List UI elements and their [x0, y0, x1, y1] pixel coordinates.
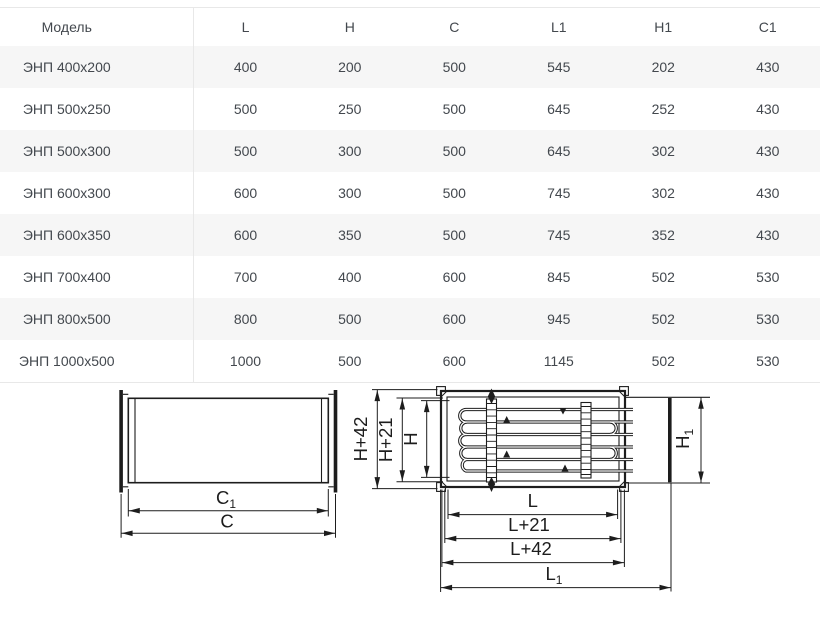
value-cell: 945	[547, 311, 571, 327]
dimension-l1	[441, 490, 671, 593]
value-cell: 600	[442, 311, 466, 327]
value-cell: 400	[233, 59, 258, 75]
arrowhead-left-icon	[442, 560, 453, 566]
arrowhead-up-icon	[698, 398, 704, 409]
left-flange	[119, 390, 123, 493]
right-flange	[334, 390, 338, 493]
value-cell: 500	[442, 101, 466, 117]
value-cell: 500	[338, 311, 362, 327]
arrowhead-right-icon	[660, 585, 671, 591]
value-cell: 400	[338, 269, 362, 285]
model-cell: ЭНП 800x500	[0, 298, 193, 340]
arrowhead-down-icon	[698, 472, 704, 483]
value-cell: 250	[338, 101, 362, 117]
model-cell: ЭНП 1000x500	[0, 340, 193, 383]
model-cell: ЭНП 500x250	[0, 88, 193, 130]
arrowhead-right-icon	[606, 512, 617, 518]
dim-label-h: H	[400, 432, 421, 446]
model-cell: ЭНП 400x200	[0, 46, 193, 88]
dim-label-h42: H+42	[350, 416, 371, 462]
value-cell: 300	[338, 185, 362, 201]
dimension-c	[121, 511, 335, 537]
value-cell: 500	[233, 101, 258, 117]
dim-label-c1: $C_1$	[215, 487, 237, 511]
heater-top-view-diagram	[350, 387, 710, 592]
value-cell: 700	[233, 269, 258, 285]
value-cell: 202	[651, 59, 675, 75]
value-cell: 350	[338, 227, 362, 243]
column-header-l1: L1	[550, 19, 567, 35]
value-cell: 500	[442, 227, 466, 243]
value-cell: 430	[756, 101, 780, 117]
value-cell: 502	[651, 269, 675, 285]
arrowhead-left-icon	[441, 585, 452, 591]
dim-label-l21: L+21	[508, 514, 550, 535]
column-header-c: C	[449, 19, 460, 35]
value-cell: 430	[756, 185, 780, 201]
model-cell: ЭНП 600x350	[0, 214, 193, 256]
value-cell: 500	[338, 353, 362, 369]
arrowhead-right-icon	[317, 508, 328, 514]
arrowhead-right-icon	[324, 531, 335, 537]
duct-body	[128, 398, 328, 482]
column-header-h: H	[344, 19, 355, 35]
value-cell: 800	[233, 311, 258, 327]
dim-label-l1: $L_1$	[545, 563, 563, 587]
value-cell: 545	[547, 59, 571, 75]
value-cell: 502	[651, 353, 675, 369]
value-cell: 745	[547, 185, 571, 201]
arrowhead-left-icon	[445, 536, 456, 542]
value-cell: 645	[547, 143, 571, 159]
arrowhead-up-icon	[375, 390, 381, 401]
arrowhead-left-icon	[129, 508, 140, 514]
arrowhead-right-icon	[613, 560, 624, 566]
value-cell: 200	[338, 59, 362, 75]
value-cell: 600	[233, 227, 258, 243]
value-cell: 500	[233, 143, 258, 159]
value-cell: 500	[442, 59, 466, 75]
value-cell: 300	[338, 143, 362, 159]
column-header-c1: C1	[758, 19, 777, 35]
value-cell: 500	[442, 185, 466, 201]
arrowhead-down-icon	[375, 477, 381, 488]
value-cell: 645	[547, 101, 571, 117]
value-cell: 352	[651, 227, 675, 243]
value-cell: 430	[756, 143, 780, 159]
model-cell: ЭНП 600x300	[0, 172, 193, 214]
dimension-h1	[672, 397, 704, 483]
arrowhead-down-icon	[424, 466, 430, 477]
value-cell: 745	[547, 227, 571, 243]
arrowhead-up-icon	[400, 399, 406, 410]
dim-label-h1: $H_1$	[672, 428, 696, 449]
column-header-model: Модель	[0, 8, 193, 47]
model-cell: ЭНП 500x300	[0, 130, 193, 172]
column-header-l: L	[241, 19, 250, 35]
dim-label-l42: L+42	[510, 538, 552, 559]
value-cell: 1000	[229, 353, 262, 369]
arrowhead-down-icon	[400, 470, 406, 481]
dim-label-h21: H+21	[375, 417, 396, 463]
value-cell: 530	[756, 353, 780, 369]
value-cell: 600	[233, 185, 258, 201]
value-cell: 430	[756, 227, 780, 243]
value-cell: 502	[651, 311, 675, 327]
value-cell: 500	[442, 143, 466, 159]
value-cell: 845	[547, 269, 571, 285]
value-cell: 530	[756, 269, 780, 285]
support-bracket-right	[581, 403, 591, 479]
value-cell: 530	[756, 311, 780, 327]
arrowhead-left-icon	[122, 531, 133, 537]
value-cell: 302	[651, 185, 675, 201]
arrowhead-left-icon	[449, 512, 460, 518]
arrowhead-right-icon	[609, 536, 620, 542]
value-cell: 600	[442, 269, 466, 285]
value-cell: 302	[651, 143, 675, 159]
dim-label-l: L	[527, 490, 538, 511]
arrowhead-up-icon	[424, 401, 430, 412]
value-cell: 430	[756, 59, 780, 75]
duct-side-view-diagram	[119, 390, 337, 538]
value-cell: 600	[442, 353, 466, 369]
dim-label-c: C	[220, 510, 234, 532]
connection-duct	[625, 397, 710, 591]
model-cell: ЭНП 700x400	[0, 256, 193, 298]
column-header-h1: H1	[654, 19, 673, 35]
value-cell: 1145	[543, 353, 574, 369]
support-bracket-left	[487, 389, 497, 493]
value-cell: 252	[651, 101, 675, 117]
